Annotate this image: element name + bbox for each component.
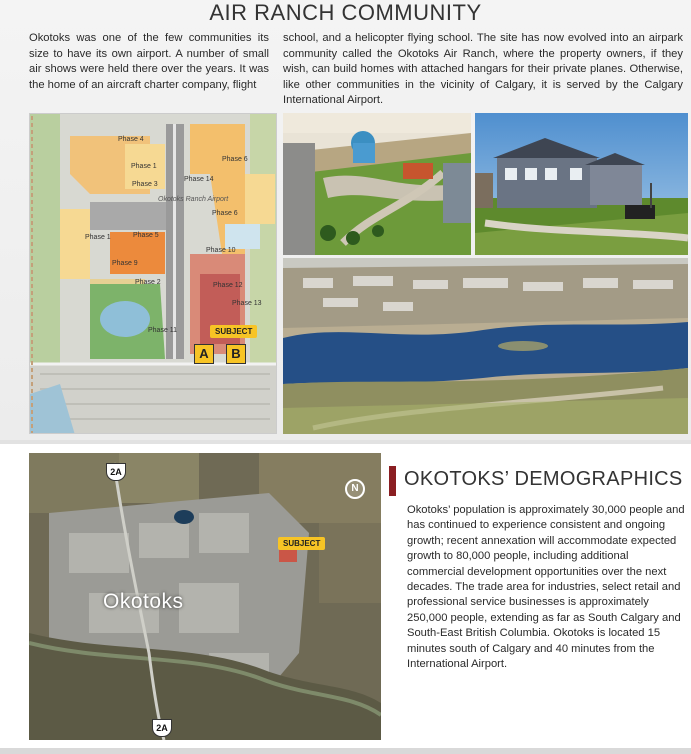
town-label: Okotoks (103, 590, 184, 613)
site-plan-map (29, 113, 277, 434)
airport-label: Okotoks Ranch Airport (158, 196, 229, 203)
phase-label: Phase 9 (112, 260, 138, 267)
phase-label: Phase 13 (232, 300, 262, 307)
lot-a-marker: A (194, 344, 214, 364)
okotoks-aerial-map (29, 453, 381, 740)
phase-label: Phase 1 (131, 163, 157, 170)
page-title: AIR RANCH COMMUNITY (209, 0, 482, 25)
show-homes-image (475, 113, 688, 255)
demographics-title: OKOTOKS’ DEMOGRAPHICS (404, 468, 683, 490)
demographics-body: Okotoks’ population is approximately 30,000 people and has continued to experience consistent and ongoing growth; recent annexation will accommodate expected growth to 80,000 people, including additional commercial development opportunities over the next decades. The trade area for industries, select retail and professional service businesses is approximately 250,000 people, extending as far as South Calgary and South-East British Columbia. Okotoks is located 15 minutes south of Calgary and 40 minutes from the International Airport. (407, 504, 685, 671)
accent-bar (389, 466, 396, 496)
phase-label: Phase 1 (85, 234, 111, 241)
playground-photo (283, 113, 471, 255)
show-homes-photo (475, 113, 688, 255)
intro-text-column-1: Okotoks was one of the few communities its size to have its own airport. A number of small air shows were held there over the years. It was the home of an aircraft charter company, flight (29, 32, 269, 91)
phase-label: Phase 3 (132, 181, 158, 188)
intro-text-column-2: school, and a helicopter flying school. The site has now evolved into an airpark community called the Okotoks Air Ranch, where the property owners, if they wish, can build homes with attached hangars for their private planes. Otherwise, like other communities in the vicinity of Calgary, it is served by the Calgary International Airport. (283, 32, 683, 107)
subject-marker: SUBJECT (278, 537, 325, 550)
phase-label: Phase 2 (135, 279, 161, 286)
subject-marker: SUBJECT (210, 325, 257, 338)
phase-label: Phase 6 (212, 210, 238, 217)
phase-label: Phase 4 (118, 136, 144, 143)
lot-b-marker: B (226, 344, 246, 364)
page-footer-bar (0, 748, 691, 754)
phase-label: Phase 5 (133, 232, 159, 239)
phase-label: Phase 11 (148, 327, 178, 334)
lake-aerial-image (283, 258, 688, 434)
phase-label: Phase 12 (213, 282, 243, 289)
north-compass-icon: N (345, 479, 365, 499)
playground-image (283, 113, 471, 255)
phase-label: Phase 10 (206, 247, 236, 254)
phase-label: Phase 6 (222, 156, 248, 163)
phase-label: Phase 14 (184, 176, 214, 183)
highway-2a-shield-bottom: 2A (152, 719, 172, 737)
okotoks-aerial-image (29, 453, 381, 740)
demographics-section (0, 444, 691, 754)
highway-2a-shield-top: 2A (106, 463, 126, 481)
lake-aerial-photo (283, 258, 688, 434)
